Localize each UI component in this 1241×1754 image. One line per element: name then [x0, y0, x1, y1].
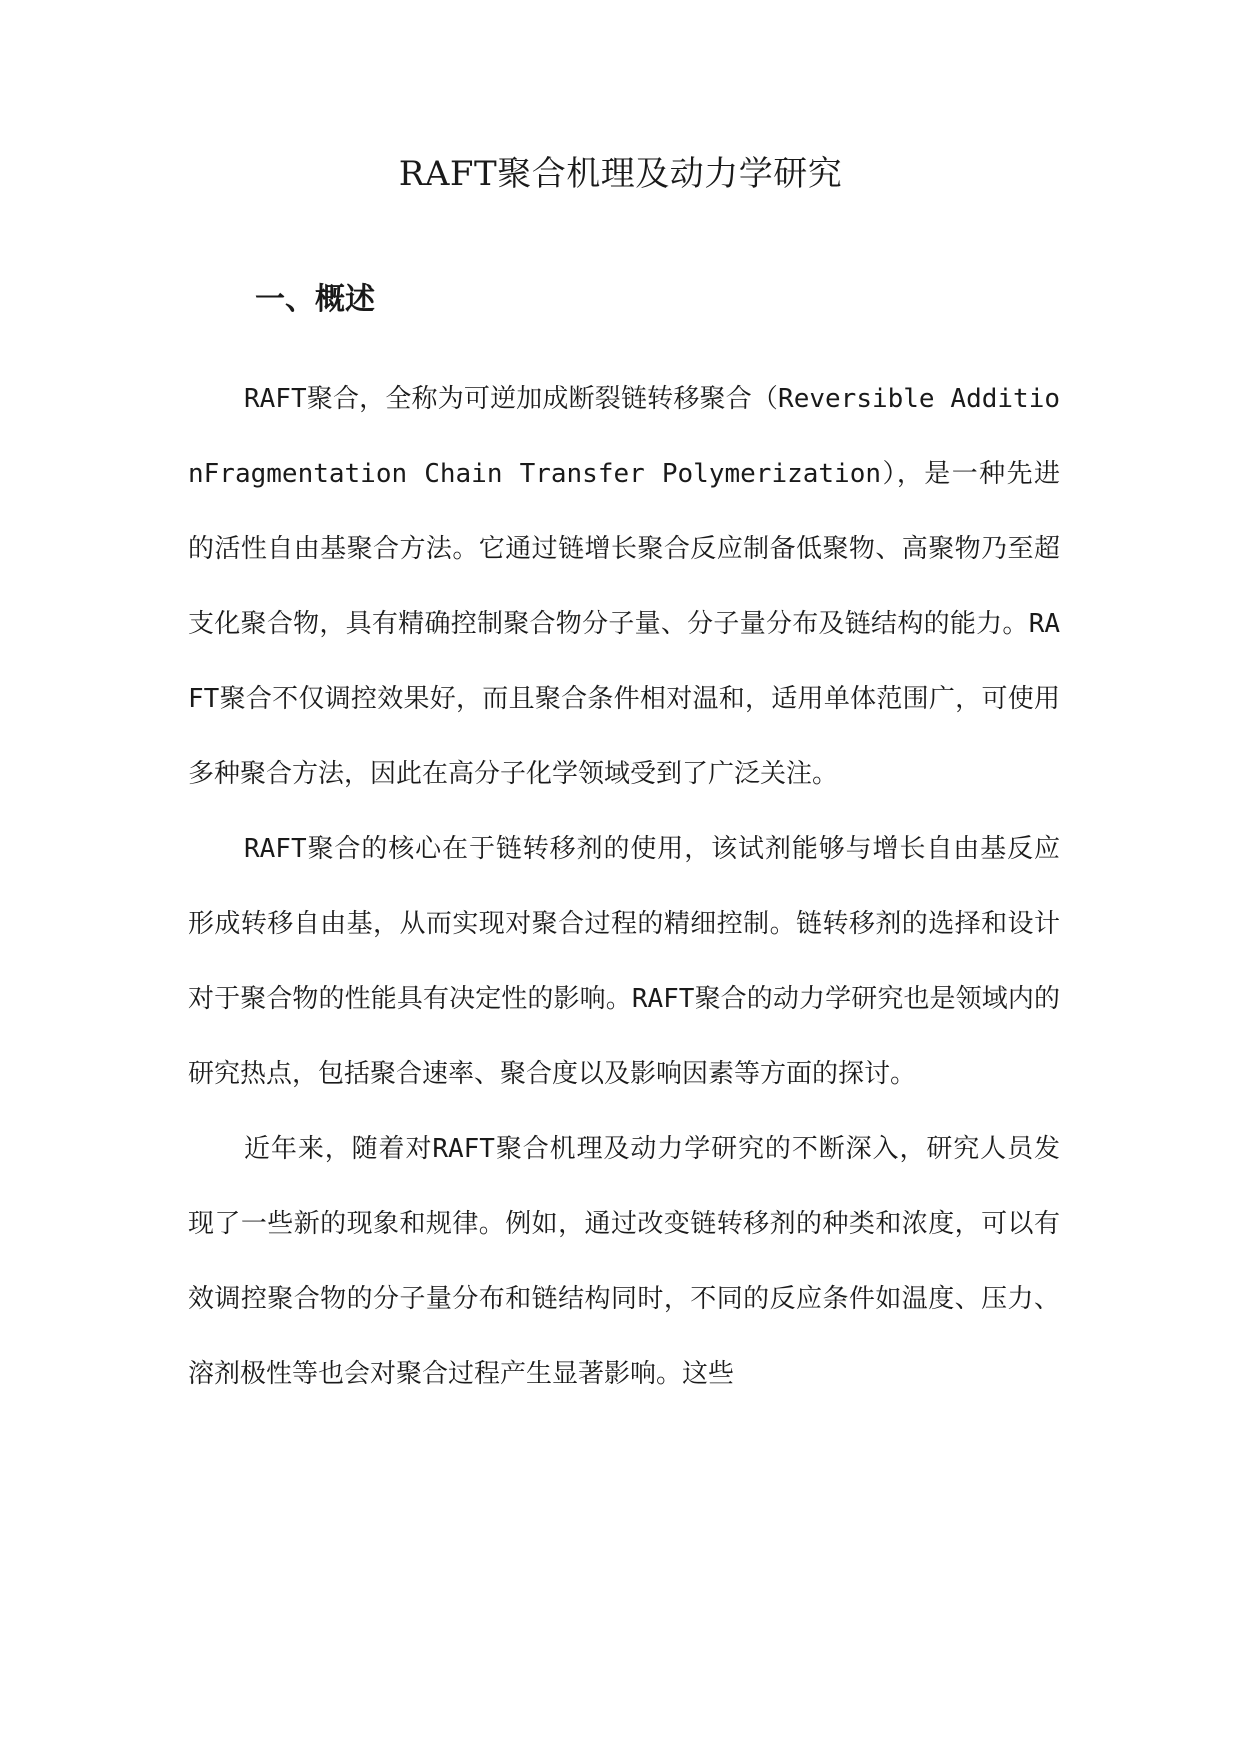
section-heading: 一、概述: [255, 282, 375, 317]
paragraph-1: RAFT聚合，全称为可逆加成断裂链转移聚合（Reversible AdditionFragmentation Chain Transfer Polymerization），是一种先进的活性自由基聚合方法。它通过链增长聚合反应制备低聚物、高聚物乃至超支化聚合物，具有精确控制聚合物分子量、分子量分布及链结构的能力。RAFT聚合不仅调控效果好，而且聚合条件相对温和，适用单体范围广，可使用多种聚合方法，因此在高分子化学领域受到了广泛关注。: [188, 384, 1060, 789]
paragraph-2: RAFT聚合的核心在于链转移剂的使用，该试剂能够与增长自由基反应形成转移自由基，从而实现对聚合过程的精细控制。链转移剂的选择和设计对于聚合物的性能具有决定性的影响。RAFT聚合的动力学研究也是领域内的研究热点，包括聚合速率、聚合度以及影响因素等方面的探讨。: [188, 834, 1060, 1089]
body-text: [188, 362, 1060, 1412]
document-title: RAFT聚合机理及动力学研究: [398, 154, 843, 194]
paragraph-3: 近年来，随着对RAFT聚合机理及动力学研究的不断深入，研究人员发现了一些新的现象和规律。例如，通过改变链转移剂的种类和浓度，可以有效调控聚合物的分子量分布和链结构同时，不同的反应条件如温度、压力、溶剂极性等也会对聚合过程产生显著影响。这些: [188, 1134, 1060, 1389]
